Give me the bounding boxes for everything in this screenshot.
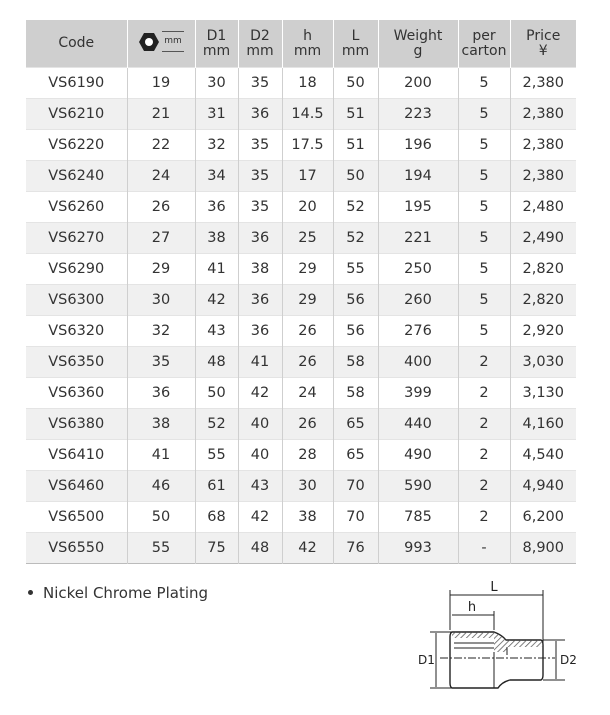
table-cell: 2 bbox=[458, 347, 510, 378]
table-cell: 4,160 bbox=[510, 409, 576, 440]
table-cell: 35 bbox=[127, 347, 195, 378]
table-cell: 29 bbox=[282, 254, 333, 285]
table-cell: 2 bbox=[458, 378, 510, 409]
table-cell: VS6550 bbox=[26, 533, 127, 564]
table-row bbox=[26, 130, 576, 161]
table-cell: 14.5 bbox=[282, 99, 333, 130]
table-cell: 38 bbox=[238, 254, 282, 285]
table-cell: VS6260 bbox=[26, 192, 127, 223]
table-cell: VS6410 bbox=[26, 440, 127, 471]
table-cell: 75 bbox=[195, 533, 238, 564]
table-cell: VS6290 bbox=[26, 254, 127, 285]
table-cell: 48 bbox=[195, 347, 238, 378]
table-cell: 2,480 bbox=[510, 192, 576, 223]
table-cell: 43 bbox=[238, 471, 282, 502]
table-cell: 41 bbox=[127, 440, 195, 471]
table-cell: 61 bbox=[195, 471, 238, 502]
d2-label: D2 bbox=[560, 653, 577, 667]
column-header: D2 mm bbox=[238, 20, 282, 68]
table-row bbox=[26, 316, 576, 347]
table-cell: 250 bbox=[378, 254, 458, 285]
column-header: Code bbox=[26, 20, 127, 68]
table-cell: 17.5 bbox=[282, 130, 333, 161]
table-cell: 70 bbox=[333, 471, 378, 502]
table-cell: - bbox=[458, 533, 510, 564]
table-row bbox=[26, 533, 576, 564]
table-cell: 36 bbox=[238, 99, 282, 130]
column-header: D1 mm bbox=[195, 20, 238, 68]
table-cell: 56 bbox=[333, 316, 378, 347]
table-cell: 70 bbox=[333, 502, 378, 533]
table-cell: 31 bbox=[195, 99, 238, 130]
table-cell: 2 bbox=[458, 471, 510, 502]
bullet-icon bbox=[28, 590, 33, 595]
table-cell: 2,820 bbox=[510, 254, 576, 285]
table-cell: 785 bbox=[378, 502, 458, 533]
table-cell: 42 bbox=[282, 533, 333, 564]
table-cell: VS6300 bbox=[26, 285, 127, 316]
table-cell: 41 bbox=[195, 254, 238, 285]
column-header bbox=[127, 20, 195, 68]
table-cell: 26 bbox=[282, 347, 333, 378]
table-row bbox=[26, 223, 576, 254]
table-cell: 38 bbox=[195, 223, 238, 254]
table-cell: 48 bbox=[238, 533, 282, 564]
column-header: Price ¥ bbox=[510, 20, 576, 68]
table-row bbox=[26, 161, 576, 192]
table-row bbox=[26, 471, 576, 502]
table-cell: 43 bbox=[195, 316, 238, 347]
table-cell: 195 bbox=[378, 192, 458, 223]
table-cell: 35 bbox=[238, 130, 282, 161]
table-cell: 30 bbox=[195, 68, 238, 99]
table-cell: 36 bbox=[127, 378, 195, 409]
table-cell: 52 bbox=[195, 409, 238, 440]
table-cell: 2,380 bbox=[510, 161, 576, 192]
socket-dimension-diagram bbox=[410, 575, 590, 705]
table-cell: 30 bbox=[127, 285, 195, 316]
table-cell: 30 bbox=[282, 471, 333, 502]
table-cell: 42 bbox=[238, 502, 282, 533]
table-cell: 51 bbox=[333, 130, 378, 161]
table-cell: 36 bbox=[238, 223, 282, 254]
table-cell: 40 bbox=[238, 409, 282, 440]
table-cell: 200 bbox=[378, 68, 458, 99]
table-cell: 56 bbox=[333, 285, 378, 316]
table-row bbox=[26, 254, 576, 285]
column-header: per carton bbox=[458, 20, 510, 68]
table-cell: 29 bbox=[127, 254, 195, 285]
hex-size-icon: mm bbox=[138, 31, 184, 52]
table-cell: 6,200 bbox=[510, 502, 576, 533]
table-cell: 51 bbox=[333, 99, 378, 130]
length-label: L bbox=[490, 580, 498, 595]
table-cell: 58 bbox=[333, 378, 378, 409]
table-cell: 18 bbox=[282, 68, 333, 99]
table-cell: 55 bbox=[195, 440, 238, 471]
column-header: h mm bbox=[282, 20, 333, 68]
table-cell: 4,940 bbox=[510, 471, 576, 502]
table-row bbox=[26, 68, 576, 99]
table-cell: 194 bbox=[378, 161, 458, 192]
table-cell: 3,030 bbox=[510, 347, 576, 378]
table-cell: VS6320 bbox=[26, 316, 127, 347]
table-cell: 50 bbox=[333, 68, 378, 99]
table-cell: 24 bbox=[282, 378, 333, 409]
table-cell: 32 bbox=[195, 130, 238, 161]
table-cell: 55 bbox=[127, 533, 195, 564]
table-cell: 2 bbox=[458, 502, 510, 533]
table-cell: VS6380 bbox=[26, 409, 127, 440]
table-cell: 20 bbox=[282, 192, 333, 223]
table-cell: 36 bbox=[238, 285, 282, 316]
table-cell: 5 bbox=[458, 285, 510, 316]
table-cell: 42 bbox=[238, 378, 282, 409]
table-cell: 221 bbox=[378, 223, 458, 254]
table-cell: 35 bbox=[238, 161, 282, 192]
feature-note: Nickel Chrome Plating bbox=[28, 584, 208, 602]
table-cell: 5 bbox=[458, 161, 510, 192]
table-cell: VS6220 bbox=[26, 130, 127, 161]
table-row bbox=[26, 192, 576, 223]
table-cell: 2,820 bbox=[510, 285, 576, 316]
table-cell: 55 bbox=[333, 254, 378, 285]
table-cell: 24 bbox=[127, 161, 195, 192]
table-cell: 34 bbox=[195, 161, 238, 192]
table-cell: 2,380 bbox=[510, 99, 576, 130]
table-cell: 50 bbox=[333, 161, 378, 192]
table-cell: 22 bbox=[127, 130, 195, 161]
table-cell: VS6190 bbox=[26, 68, 127, 99]
table-cell: 26 bbox=[282, 409, 333, 440]
table-cell: 399 bbox=[378, 378, 458, 409]
table-cell: 26 bbox=[127, 192, 195, 223]
table-cell: 2,490 bbox=[510, 223, 576, 254]
table-cell: 50 bbox=[195, 378, 238, 409]
table-cell: 5 bbox=[458, 192, 510, 223]
table-row bbox=[26, 378, 576, 409]
table-cell: 440 bbox=[378, 409, 458, 440]
table-cell: 196 bbox=[378, 130, 458, 161]
table-cell: 52 bbox=[333, 223, 378, 254]
table-cell: 26 bbox=[282, 316, 333, 347]
table-cell: 36 bbox=[195, 192, 238, 223]
table-cell: 38 bbox=[282, 502, 333, 533]
table-row bbox=[26, 409, 576, 440]
table-cell: 223 bbox=[378, 99, 458, 130]
column-header: Weight g bbox=[378, 20, 458, 68]
column-header: L mm bbox=[333, 20, 378, 68]
spec-table bbox=[26, 20, 576, 564]
table-cell: 65 bbox=[333, 440, 378, 471]
table-row bbox=[26, 99, 576, 130]
table-cell: 8,900 bbox=[510, 533, 576, 564]
table-cell: VS6240 bbox=[26, 161, 127, 192]
table-cell: 2,380 bbox=[510, 68, 576, 99]
table-row bbox=[26, 347, 576, 378]
table-cell: 5 bbox=[458, 223, 510, 254]
table-cell: 28 bbox=[282, 440, 333, 471]
table-cell: 400 bbox=[378, 347, 458, 378]
table-cell: 2,920 bbox=[510, 316, 576, 347]
table-cell: 32 bbox=[127, 316, 195, 347]
table-cell: 590 bbox=[378, 471, 458, 502]
table-cell: VS6270 bbox=[26, 223, 127, 254]
table-cell: 4,540 bbox=[510, 440, 576, 471]
table-cell: 52 bbox=[333, 192, 378, 223]
table-cell: 3,130 bbox=[510, 378, 576, 409]
table-cell: 2 bbox=[458, 440, 510, 471]
height-label: h bbox=[467, 600, 477, 615]
table-row bbox=[26, 440, 576, 471]
table-cell: 76 bbox=[333, 533, 378, 564]
table-row bbox=[26, 285, 576, 316]
table-cell: 260 bbox=[378, 285, 458, 316]
table-cell: 21 bbox=[127, 99, 195, 130]
table-cell: 41 bbox=[238, 347, 282, 378]
table-cell: 29 bbox=[282, 285, 333, 316]
table-cell: 25 bbox=[282, 223, 333, 254]
table-row bbox=[26, 502, 576, 533]
table-cell: 42 bbox=[195, 285, 238, 316]
table-cell: 5 bbox=[458, 99, 510, 130]
table-cell: 276 bbox=[378, 316, 458, 347]
table-cell: 2 bbox=[458, 409, 510, 440]
table-cell: 35 bbox=[238, 68, 282, 99]
table-cell: VS6350 bbox=[26, 347, 127, 378]
d1-label: D1 bbox=[418, 653, 435, 667]
table-cell: VS6360 bbox=[26, 378, 127, 409]
table-cell: 35 bbox=[238, 192, 282, 223]
table-cell: 5 bbox=[458, 68, 510, 99]
table-cell: 490 bbox=[378, 440, 458, 471]
table-cell: 17 bbox=[282, 161, 333, 192]
table-cell: 5 bbox=[458, 316, 510, 347]
table-cell: 5 bbox=[458, 254, 510, 285]
table-cell: VS6460 bbox=[26, 471, 127, 502]
table-cell: 993 bbox=[378, 533, 458, 564]
table-cell: 68 bbox=[195, 502, 238, 533]
table-cell: 38 bbox=[127, 409, 195, 440]
table-cell: 40 bbox=[238, 440, 282, 471]
table-cell: 5 bbox=[458, 130, 510, 161]
table-cell: 58 bbox=[333, 347, 378, 378]
table-cell: VS6210 bbox=[26, 99, 127, 130]
table-cell: 27 bbox=[127, 223, 195, 254]
table-cell: 19 bbox=[127, 68, 195, 99]
table-cell: 65 bbox=[333, 409, 378, 440]
table-cell: VS6500 bbox=[26, 502, 127, 533]
table-cell: 36 bbox=[238, 316, 282, 347]
table-cell: 2,380 bbox=[510, 130, 576, 161]
table-cell: 46 bbox=[127, 471, 195, 502]
table-cell: 50 bbox=[127, 502, 195, 533]
